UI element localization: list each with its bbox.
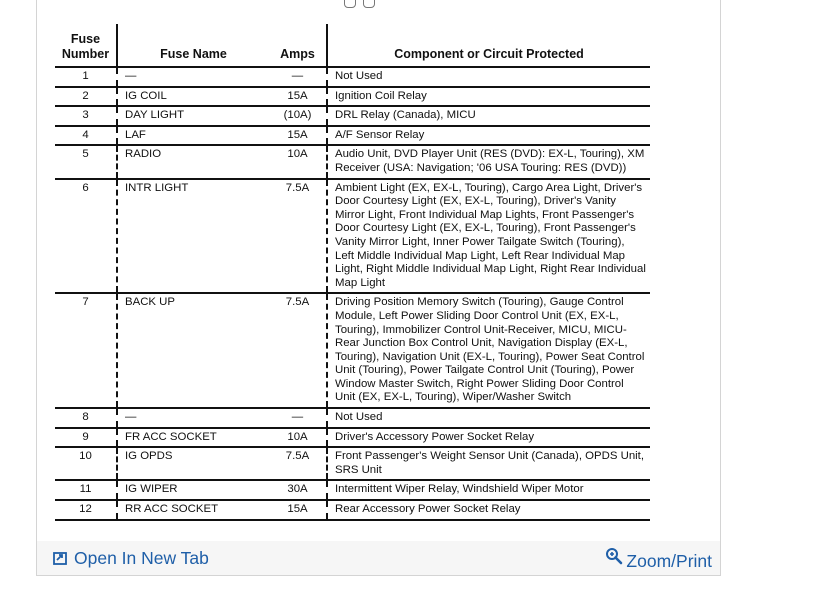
fuse-name-cell: DAY LIGHT (117, 106, 269, 126)
fuse-name-cell: LAF (117, 126, 269, 146)
table-row (55, 87, 650, 107)
fuse-number-cell: 5 (55, 145, 117, 178)
fuse-table-body (55, 67, 650, 520)
fuse-name-cell: IG OPDS (117, 447, 269, 480)
fuse-number-cell: 7 (55, 293, 117, 408)
open-in-new-tab-link[interactable] (53, 547, 209, 569)
table-row (55, 447, 650, 480)
fuse-amps-cell: 7.5A (269, 293, 327, 408)
fuse-amps-cell: 30A (269, 480, 327, 500)
fuse-amps-cell: 15A (269, 500, 327, 520)
open-in-new-tab-label: Open In New Tab (74, 548, 209, 568)
header-amps: Amps (269, 24, 327, 67)
fuse-name-cell: IG WIPER (117, 480, 269, 500)
header-component: Component or Circuit Protected (327, 24, 650, 67)
fuse-amps-cell: — (269, 67, 327, 87)
fuse-number-cell: 4 (55, 126, 117, 146)
table-row (55, 126, 650, 146)
fuse-number-cell: 1 (55, 67, 117, 87)
fuse-component-cell: Front Passenger's Weight Sensor Unit (Canada), OPDS Unit, SRS Unit (327, 447, 650, 480)
fuse-name-cell: IG COIL (117, 87, 269, 107)
fuse-component-cell: Not Used (327, 408, 650, 428)
fuse-number-cell: 12 (55, 500, 117, 520)
fuse-component-cell: Rear Accessory Power Socket Relay (327, 500, 650, 520)
table-row (55, 67, 650, 87)
table-row (55, 500, 650, 520)
fuse-name-cell: FR ACC SOCKET (117, 428, 269, 448)
fuse-component-cell: DRL Relay (Canada), MICU (327, 106, 650, 126)
external-link-icon (53, 551, 68, 566)
fuse-amps-cell: 15A (269, 126, 327, 146)
scroll-hint-icon (363, 0, 375, 8)
table-row (55, 293, 650, 408)
fuse-name-cell: — (117, 67, 269, 87)
scroll-hint-icon (344, 0, 356, 8)
fuse-name-cell: BACK UP (117, 293, 269, 408)
fuse-component-cell: Ignition Coil Relay (327, 87, 650, 107)
fuse-amps-cell: 15A (269, 87, 327, 107)
fuse-name-cell: RADIO (117, 145, 269, 178)
fuse-number-cell: 8 (55, 408, 117, 428)
fuse-name-cell: — (117, 408, 269, 428)
fuse-component-cell: Audio Unit, DVD Player Unit (RES (DVD): EX-L, Touring), XM Receiver (USA: Navigation; '06 USA Touring: RES (DVD)) (327, 145, 650, 178)
image-footer (37, 541, 720, 575)
fuse-amps-cell: 7.5A (269, 179, 327, 294)
fuse-amps-cell: (10A) (269, 106, 327, 126)
fuse-amps-cell: — (269, 408, 327, 428)
table-row (55, 179, 650, 294)
magnifier-icon (605, 547, 623, 565)
header-fuse-number: Fuse Number (55, 24, 117, 67)
fuse-amps-cell: 10A (269, 428, 327, 448)
fuse-component-cell: Ambient Light (EX, EX-L, Touring), Cargo Area Light, Driver's Door Courtesy Light (EX, EX-L, Touring), Driver's Vanity Mirror Light, Front Individual Map Lights, Front Passenger's Door Courtesy Light (EX, EX-L, Touring), Front Passenger's Vanity Mirror Light, Inner Power Tailgate Switch (Touring), Left Middle Individual Map Light, Left Rear Individual Map Light, Right Middle Individual Map Light, Right Rear Individual Map Light (327, 179, 650, 294)
zoom-print-label: Zoom/Print (626, 551, 712, 571)
fuse-table-card (36, 0, 721, 576)
fuse-number-cell: 2 (55, 87, 117, 107)
fuse-number-cell: 9 (55, 428, 117, 448)
table-row (55, 408, 650, 428)
fuse-component-cell: Not Used (327, 67, 650, 87)
header-fuse-name: Fuse Name (117, 24, 269, 67)
fuse-component-cell: Driver's Accessory Power Socket Relay (327, 428, 650, 448)
fuse-name-cell: RR ACC SOCKET (117, 500, 269, 520)
fuse-number-cell: 11 (55, 480, 117, 500)
fuse-table (55, 24, 650, 521)
table-row (55, 145, 650, 178)
fuse-amps-cell: 7.5A (269, 447, 327, 480)
fuse-component-cell: Driving Position Memory Switch (Touring), Gauge Control Module, Left Power Sliding Door Control Unit (EX, EX-L, Touring), Immobilizer Control Unit-Receiver, MICU, MICU-Rear Junction Box Control Unit, Navigation Display (EX-L, Touring), Navigation Unit (EX-L, Touring), Power Seat Control Unit (Touring), Power Tailgate Control Unit (Touring), Power Window Master Switch, Right Power Sliding Door Control Unit (EX, EX-L, Touring), Wiper/Washer Switch (327, 293, 650, 408)
table-row (55, 106, 650, 126)
fuse-amps-cell: 10A (269, 145, 327, 178)
fuse-number-cell: 3 (55, 106, 117, 126)
table-header-row (55, 24, 650, 67)
fuse-number-cell: 6 (55, 179, 117, 294)
table-row (55, 428, 650, 448)
fuse-component-cell: Intermittent Wiper Relay, Windshield Wiper Motor (327, 480, 650, 500)
table-row (55, 480, 650, 500)
fuse-name-cell: INTR LIGHT (117, 179, 269, 294)
fuse-component-cell: A/F Sensor Relay (327, 126, 650, 146)
fuse-number-cell: 10 (55, 447, 117, 480)
zoom-print-link[interactable] (605, 547, 712, 572)
